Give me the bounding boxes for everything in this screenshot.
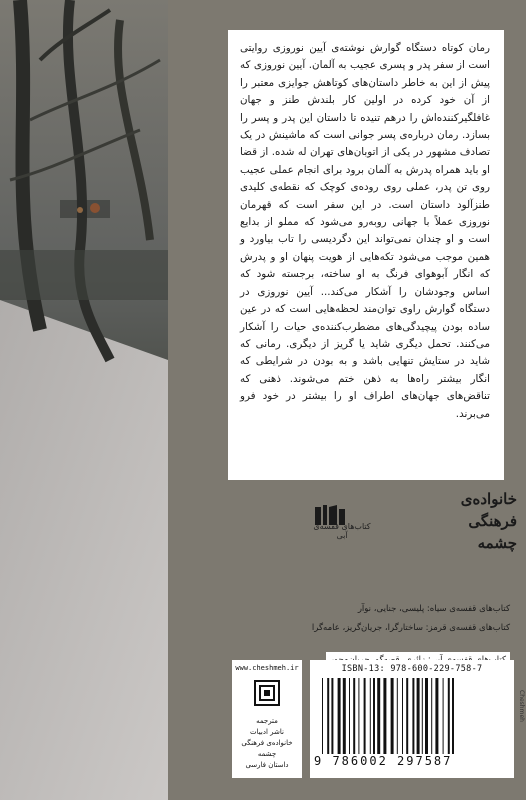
barcode-bar	[370, 678, 371, 754]
publisher-line-3: چشمه	[477, 534, 517, 552]
spine-edge-mark: Cheshmeh	[518, 690, 525, 722]
barcode-bar	[358, 678, 359, 754]
publisher-logo-text	[397, 488, 517, 554]
badge-line-3: خانواده‌ی فرهنگی چشمه	[241, 739, 293, 758]
publisher-line-2: فرهنگی	[468, 512, 517, 530]
publisher-logo-block	[307, 488, 517, 578]
series-item-red: کتاب‌های قفسه‌ی قرمز: ساختارگرا، جریان‌گریز، عامه‌گرا	[311, 623, 510, 633]
barcode-bar	[443, 678, 444, 754]
barcode-bar	[448, 678, 450, 754]
series-item-black: کتاب‌های قفسه‌ی سیاه: پلیسی، جنایی، نوآر	[357, 604, 510, 614]
barcode-bar	[406, 678, 408, 754]
badge-line-2: ناشر ادبیات	[250, 728, 284, 736]
badge-line-1: مترجمه	[256, 717, 278, 725]
barcode-bar	[338, 678, 341, 754]
barcode-digits: 9 786002 297587	[314, 754, 453, 768]
synopsis-text: رمان کوتاه دستگاه گوارش نوشته‌ی آیین نوروزی روایتی است از سفر پدر و پسری عجیب به آلمان. آیین نوروزی که پیش از این به خاطر داستان‌های کوتاهش جوایزی معتبر را از آن خود کرده در اولین کار بلندش طنز و جهان غافلگیرکننده‌اش را درهم تنیده تا داستان این پدر و پسر را بسازد. رمان درباره‌ی پسر جوانی است که ماشینش در یک تصادف مشهور در یکی از اتوبان‌های تهران له شده. از قضا او باید همراه پدرش به آلمان برود برای انجام عملی عجیب روی تن پدر، عملی روی روده‌ی کوچک که نقطه‌ی کلیدی طنزآلود داستان است. در این سفر است که قهرمان نوروزی عملاً با جهانی روبه‌رو می‌شود که مملو از بدایع است و او چندان نمی‌تواند این دگردیسی را تاب بیاورد و همین موجب می‌شود تکه‌هایی از هویت پنهان او و پدرش که انگار آبوهوای فرنگ به او ساخته، برجسته شود که اساس وجودشان را آشکار می‌کند... آیین نوروزی در دستگاه گوارش راوی توان‌مند لحظه‌هایی است که در عین ساده بودن پیچیدگی‌های مضطرب‌کننده‌ی حیات را آشکار می‌کنند. تحمل دیگری شاید یا گریز از دیگری. رمانی که شاید در ستایش تنهایی باشد و به بودن در شرایطی که انگار بیشتر راه‌ها به ذهن ختم می‌شوند. ذهنی که تناقض‌های جهان‌های اطراف او را بیشتر در خود فرو می‌برند.	[240, 42, 490, 420]
publisher-line-1: خانواده‌ی	[460, 490, 517, 508]
series-list	[288, 600, 510, 669]
barcode-bar	[364, 678, 366, 754]
barcode-bar	[391, 678, 394, 754]
publisher-badge	[232, 660, 302, 778]
synopsis-panel	[228, 30, 504, 480]
barcode-bar	[425, 678, 428, 754]
barcode-bar	[452, 678, 454, 754]
barcode-bar	[349, 678, 350, 754]
badge-line-4: داستان فارسی	[245, 761, 289, 769]
tree-photo-illustration	[0, 0, 168, 800]
barcode-bar	[322, 678, 323, 754]
barcode-bar	[397, 678, 398, 754]
barcode-bar	[431, 678, 432, 754]
series-mark-label: کتاب‌های قفسه‌ی آبی	[313, 522, 371, 540]
barcode-bar	[353, 678, 355, 754]
cover-photo-strip	[0, 0, 168, 800]
barcode	[320, 678, 504, 754]
barcode-bar	[412, 678, 414, 754]
barcode-bar	[331, 678, 333, 754]
barcode-bar	[422, 678, 423, 754]
barcode-bar	[327, 678, 329, 754]
barcode-bar	[343, 678, 346, 754]
barcode-bar	[373, 678, 375, 754]
barcode-bar	[435, 678, 438, 754]
barcode-bar	[417, 678, 420, 754]
publisher-emblem-icon	[252, 678, 282, 708]
isbn-label: ISBN-13: 978-600-229-758-7	[341, 664, 483, 674]
isbn-box	[310, 660, 514, 778]
barcode-bar	[377, 678, 380, 754]
publisher-url: www.cheshmeh.ir	[235, 664, 299, 672]
barcode-bar	[402, 678, 403, 754]
bottom-info-panel	[232, 660, 514, 780]
barcode-bar	[383, 678, 386, 754]
